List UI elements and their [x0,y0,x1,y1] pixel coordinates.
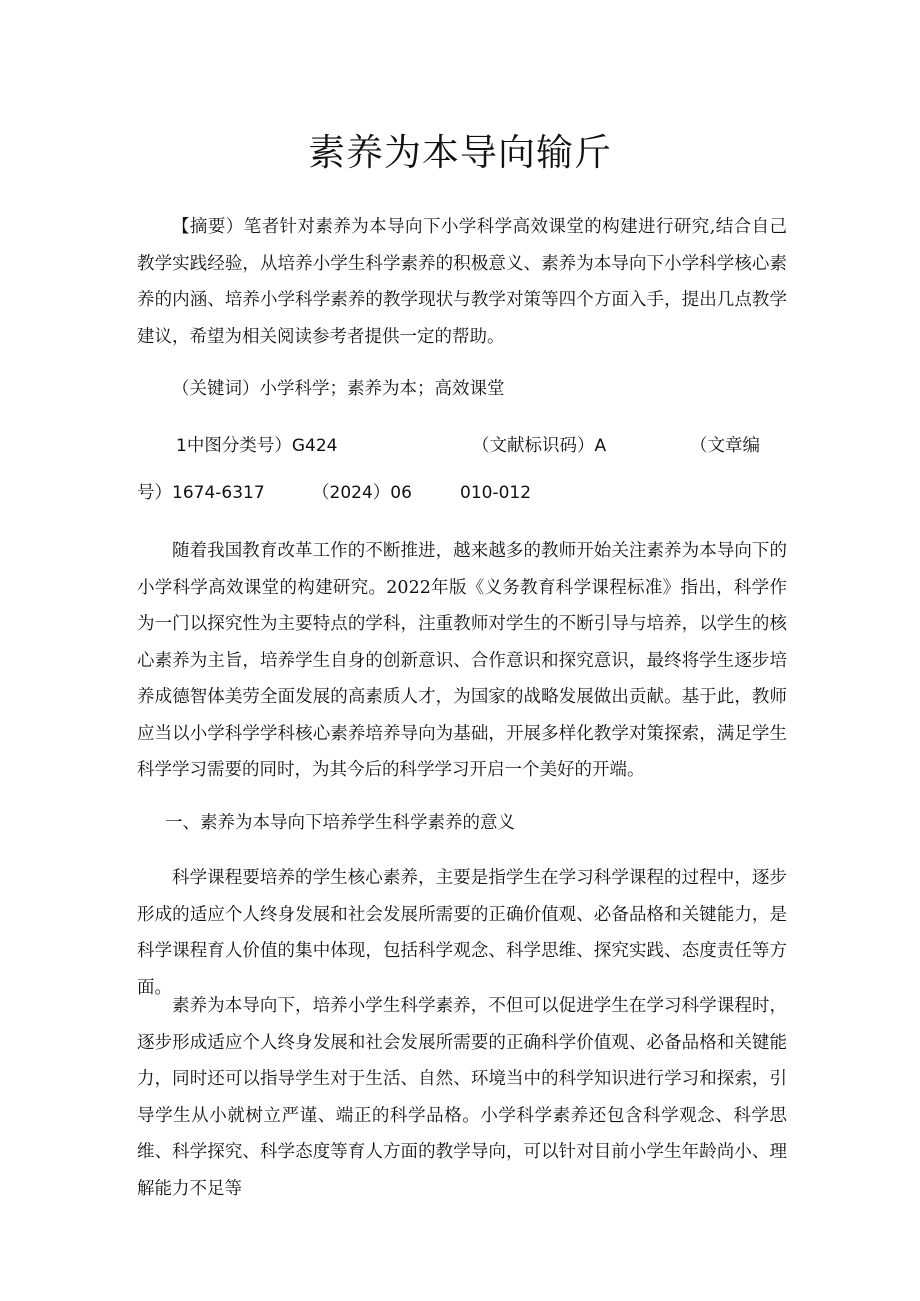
significance-paragraph: 素养为本导向下，培养小学生科学素养，不但可以促进学生在学习科学课程时，逐步形成适应个人终身发展和社会发展所需要的正确科学价值观、必备品格和关键能力，同时还可以指导学生对于生活、自然、环境当中的科学知识进行学习和探索，引导学生从小就树立严谨、端正的科学品格。小学科学素养还包含科学观念、科学思维、科学探究、科学态度等育人方面的教学导向，可以针对目前小学生年龄尚小、理解能力不足等 [137,996,787,1199]
section-heading-1: 一、素养为本导向下培养学生科学素养的意义 [165,813,515,833]
article-year: 2024 [329,483,373,503]
document-title: 素养为本导向输斤 [308,131,612,174]
article-issn: 1674-6317 [172,483,265,503]
clc-number [176,431,337,461]
abstract-paragraph: 【摘要）笔者针对素养为本导向下小学科学高效课堂的构建进行研究,结合自己教学实践经验，从培养小学生科学素养的积极意义、素养为本导向下小学科学核心素养的内涵、培养小学科学素养的教学现状与教学对策等四个方面入手，提出几点教学建议，希望为相关阅读参考者提供一定的帮助。 [137,217,787,347]
article-number-label-end [137,478,265,508]
clc-label: 中图分类号） [186,436,292,456]
keywords-line: （关键词）小学科学；素养为本；高效课堂 [172,379,505,399]
article-year-open: （ [312,483,330,503]
clc-value: G424 [291,436,338,456]
article-number-label-start: （文章编 [690,436,760,456]
article-label-end: 号） [137,483,172,503]
doc-code-value: A [594,436,607,456]
article-issue: 06 [390,483,412,503]
clc-prefix: 1 [176,436,187,456]
doc-code-label: （文献标识码） [472,436,595,456]
core-literacy-paragraph: 科学课程要培养的学生核心素养，主要是指学生在学习科学课程的过程中，逐步形成的适应个人终身发展和社会发展所需要的正确价值观、必备品格和关键能力，是科学课程育人价值的集中体现，包括科学观念、科学思维、探究实践、态度责任等方面。 [137,868,787,998]
article-year-issue [312,478,412,508]
article-pages [460,478,531,508]
article-year-close: ） [372,483,391,503]
intro-paragraph: 随着我国教育改革工作的不断推进，越来越多的教师开始关注素养为本导向下的小学科学高效课堂的构建研究。2022年版《义务教育科学课程标准》指出，科学作为一门以探究性为主要特点的学科，注重教师对学生的不断引导与培养，以学生的核心素养为主旨，培养学生自身的创新意识、合作意识和探究意识，最终将学生逐步培养成德智体美劳全面发展的高素质人才，为国家的战略发展做出贡献。基于此，教师应当以小学科学学科核心素养培养导向为基础，开展多样化教学对策探索，满足学生科学学习需要的同时，为其今后的科学学习开启一个美好的开端。 [137,541,787,780]
document-code [472,431,606,461]
article-page-range: 010-012 [460,483,532,503]
